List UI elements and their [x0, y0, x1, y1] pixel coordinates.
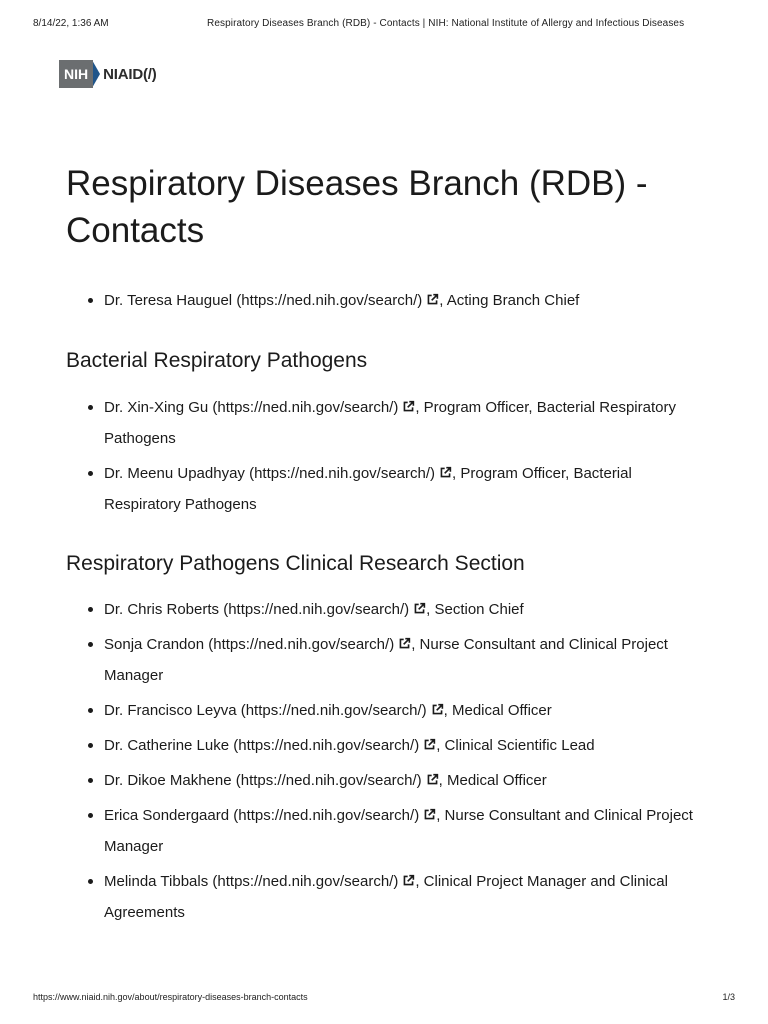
niaid-logo-text: NIAID(/): [103, 65, 157, 83]
contact-link-url[interactable]: (https://ned.nih.gov/search/): [236, 292, 423, 309]
contact-list-item: [88, 730, 708, 761]
external-link-icon: [426, 293, 439, 306]
contact-name-link[interactable]: Dr. Francisco Leyva: [104, 702, 237, 719]
contact-role: , Program Officer, Bacterial Respiratory Pathogens: [104, 399, 676, 447]
external-link-icon: [398, 637, 411, 650]
contact-list-item: [88, 458, 708, 520]
contact-role: , Medical Officer: [443, 702, 552, 719]
contact-role: , Program Officer, Bacterial Respiratory Pathogens: [104, 465, 632, 513]
contact-list-item: [88, 629, 708, 691]
external-link-icon: [402, 874, 415, 887]
external-link-icon: [402, 400, 415, 413]
contact-list-item: [88, 866, 708, 928]
contact-list-item: [88, 765, 708, 796]
contact-name-link[interactable]: Dr. Xin-Xing Gu: [104, 399, 209, 416]
section-heading-clinical-research: Respiratory Pathogens Clinical Research Section: [66, 552, 525, 575]
print-url: https://www.niaid.nih.gov/about/respiratory-diseases-branch-contacts: [33, 992, 308, 1002]
contact-role: , Medical Officer: [438, 772, 547, 789]
external-link-icon: [426, 773, 439, 786]
contact-name-link[interactable]: Erica Sondergaard: [104, 807, 230, 824]
contact-role: , Clinical Scientific Lead: [436, 737, 595, 754]
section-heading-bacterial: Bacterial Respiratory Pathogens: [66, 349, 368, 372]
contact-name-link[interactable]: Dr. Meenu Upadhyay: [104, 465, 245, 482]
contact-link-url[interactable]: (https://ned.nih.gov/search/): [212, 873, 399, 890]
page-number: 1/3: [722, 992, 735, 1002]
contact-link-url[interactable]: (https://ned.nih.gov/search/): [249, 465, 436, 482]
print-header: [33, 18, 735, 32]
contact-list-item: [88, 392, 708, 454]
contact-name-link[interactable]: Melinda Tibbals: [104, 873, 209, 890]
page-title: Respiratory Diseases Branch (RDB) - Contacts: [66, 164, 648, 250]
contact-link-url[interactable]: (https://ned.nih.gov/search/): [233, 737, 420, 754]
contact-name-link[interactable]: Dr. Teresa Hauguel: [104, 292, 233, 309]
contact-name-link[interactable]: Dr. Catherine Luke: [104, 737, 230, 754]
contact-list-item: [88, 285, 708, 316]
nih-chevron-shape: [92, 60, 100, 88]
contact-list-item: [88, 695, 708, 726]
contact-link-url[interactable]: (https://ned.nih.gov/search/): [208, 636, 395, 653]
contact-link-url[interactable]: (https://ned.nih.gov/search/): [235, 772, 422, 789]
branch-chief-list: [88, 285, 708, 320]
contact-link-url[interactable]: (https://ned.nih.gov/search/): [233, 807, 420, 824]
nih-logo: NIH: [59, 60, 93, 88]
print-footer: [33, 992, 735, 1004]
contact-list-item: [88, 800, 708, 862]
contact-role: , Acting Branch Chief: [439, 292, 580, 309]
external-link-icon: [423, 738, 436, 751]
contact-role: , Section Chief: [426, 601, 524, 618]
external-link-icon: [431, 703, 444, 716]
contact-role: , Clinical Project Manager and Clinical Agreements: [104, 873, 668, 921]
contact-list-item: [88, 594, 708, 625]
bacterial-contacts-list: [88, 392, 708, 524]
external-link-icon: [413, 602, 426, 615]
external-link-icon: [439, 466, 452, 479]
contact-link-url[interactable]: (https://ned.nih.gov/search/): [240, 702, 427, 719]
contact-name-link[interactable]: Sonja Crandon: [104, 636, 205, 653]
contact-name-link[interactable]: Dr. Chris Roberts: [104, 601, 220, 618]
niaid-logo-link[interactable]: [59, 60, 157, 88]
external-link-icon: [423, 808, 436, 821]
clinical-research-contacts-list: [88, 594, 708, 932]
contact-link-url[interactable]: (https://ned.nih.gov/search/): [212, 399, 399, 416]
print-date: 8/14/22, 1:36 AM: [33, 18, 109, 29]
contact-role: , Nurse Consultant and Clinical Project Manager: [104, 807, 693, 855]
contact-name-link[interactable]: Dr. Dikoe Makhene: [104, 772, 232, 789]
print-document-title: Respiratory Diseases Branch (RDB) - Contacts | NIH: National Institute of Allergy and Infectious Diseases: [207, 18, 685, 29]
contact-role: , Nurse Consultant and Clinical Project Manager: [104, 636, 668, 684]
contact-link-url[interactable]: (https://ned.nih.gov/search/): [223, 601, 410, 618]
